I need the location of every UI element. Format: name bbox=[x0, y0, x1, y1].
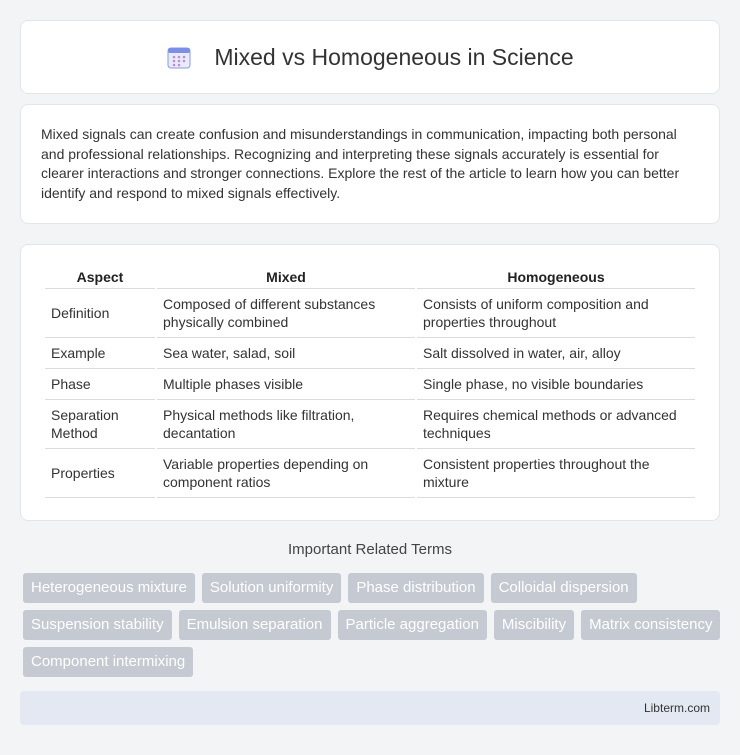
column-header-mixed: Mixed bbox=[157, 265, 415, 289]
related-terms-list bbox=[23, 573, 723, 677]
term-tag[interactable]: Emulsion separation bbox=[179, 610, 331, 640]
footer-site-link[interactable]: Libterm.com bbox=[643, 701, 710, 715]
intro-text: Mixed signals can create confusion and misunderstandings in communication, impacting both personal and professional relationships. Recognizing and interpreting these signals accurately is essential for clearer interactions and stronger connections. Explore the rest of the article to learn how you can better identify and respond to mixed signals effectively. bbox=[41, 126, 680, 201]
table-cell-aspect: Definition bbox=[45, 289, 155, 338]
term-tag[interactable]: Solution uniformity bbox=[202, 573, 341, 603]
term-tag[interactable]: Suspension stability bbox=[23, 610, 172, 640]
page-title: Mixed vs Homogeneous in Science bbox=[214, 43, 574, 70]
table-cell-aspect: Example bbox=[45, 338, 155, 369]
table-cell-homogeneous: Consistent properties throughout the mixture bbox=[417, 449, 695, 498]
table-cell-aspect: Separation Method bbox=[45, 400, 155, 449]
column-header-aspect: Aspect bbox=[45, 265, 155, 289]
column-header-homogeneous: Homogeneous bbox=[417, 265, 695, 289]
table-cell-aspect: Properties bbox=[45, 449, 155, 498]
intro-card bbox=[20, 104, 720, 224]
table-cell-homogeneous: Consists of uniform composition and properties throughout bbox=[417, 289, 695, 338]
term-tag[interactable]: Miscibility bbox=[494, 610, 574, 640]
term-tag[interactable]: Colloidal dispersion bbox=[491, 573, 637, 603]
table-cell-homogeneous: Salt dissolved in water, air, alloy bbox=[417, 338, 695, 369]
calendar-icon bbox=[166, 44, 192, 70]
table-cell-homogeneous: Single phase, no visible boundaries bbox=[417, 369, 695, 400]
table-row bbox=[45, 289, 695, 338]
table-cell-homogeneous: Requires chemical methods or advanced techniques bbox=[417, 400, 695, 449]
table-header-row bbox=[45, 265, 695, 289]
table-cell-mixed: Composed of different substances physically combined bbox=[157, 289, 415, 338]
comparison-table-card bbox=[20, 244, 720, 521]
comparison-table bbox=[43, 265, 697, 498]
term-tag[interactable]: Phase distribution bbox=[348, 573, 483, 603]
term-tag[interactable]: Particle aggregation bbox=[338, 610, 487, 640]
table-cell-aspect: Phase bbox=[45, 369, 155, 400]
table-row bbox=[45, 338, 695, 369]
header-card bbox=[20, 20, 720, 94]
footer bbox=[20, 691, 720, 725]
related-terms-title: Important Related Terms bbox=[288, 541, 452, 558]
term-tag[interactable]: Heterogeneous mixture bbox=[23, 573, 195, 603]
table-row bbox=[45, 369, 695, 400]
table-cell-mixed: Sea water, salad, soil bbox=[157, 338, 415, 369]
table-row bbox=[45, 400, 695, 449]
table-row bbox=[45, 449, 695, 498]
term-tag[interactable]: Matrix consistency bbox=[581, 610, 720, 640]
table-cell-mixed: Physical methods like filtration, decantation bbox=[157, 400, 415, 449]
table-cell-mixed: Multiple phases visible bbox=[157, 369, 415, 400]
term-tag[interactable]: Component intermixing bbox=[23, 647, 193, 677]
table-cell-mixed: Variable properties depending on component ratios bbox=[157, 449, 415, 498]
